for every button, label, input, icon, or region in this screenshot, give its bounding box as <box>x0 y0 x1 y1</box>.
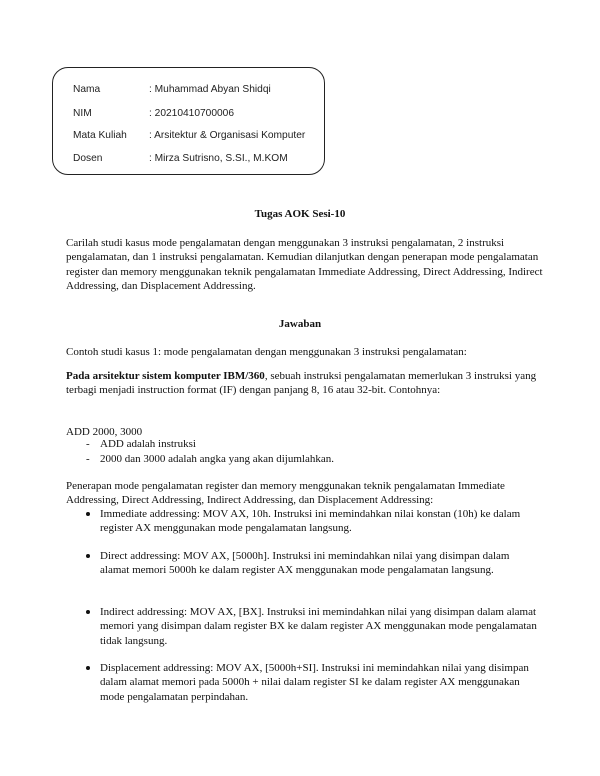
bullet-text: Indirect addressing: MOV AX, [BX]. Instruksi ini memindahkan nilai yang disimpan dalam alamat memori yang disimpan dalam register BX ke dalam register AX menggunakan mode pengalamatan tidak langsung. <box>100 606 537 647</box>
mata-kuliah-label: Mata Kuliah <box>73 130 127 141</box>
example-item-text: ADD adalah instruksi <box>100 438 196 450</box>
bullet-text: Displacement addressing: MOV AX, [5000h+SI]. Instruksi ini memindahkan nilai yang disimpan dalam alamat memori pada 5000h + nilai dalam register SI ke dalam register AX menggunakan mode pengalamatan perpindahan. <box>100 662 529 703</box>
answer-intro: Contoh studi kasus 1: mode pengalamatan dengan menggunakan 3 instruksi pengalamatan: <box>66 346 467 358</box>
example-instruction: ADD 2000, 3000 <box>66 426 143 438</box>
nim-label: NIM <box>73 108 92 119</box>
bullet-text: Direct addressing: MOV AX, [5000h]. Instruksi ini memindahkan nilai yang disimpan dalam alamat memori 5000h ke dalam register AX menggunakan mode pengalamatan langsung. <box>100 550 510 577</box>
case-study-rest: , sebuah instruksi pengalamatan memerlukan 3 instruksi yang terbagi menjadi instruction format (IF) dengan panjang 8, 16 atau 32-bit. Contohnya: <box>66 370 537 397</box>
dash-icon: - <box>86 453 90 465</box>
bullet-icon <box>86 610 90 614</box>
mata-kuliah-value: : Arsitektur & Organisasi Komputer <box>149 130 306 141</box>
dosen-value: : Mirza Sutrisno, S.SI., M.KOM <box>149 153 288 164</box>
application-intro: Penerapan mode pengalamatan register dan memory menggunakan teknik pengalamatan Immediate Addressing, Direct Addressing, Indirect Addressing, dan Displacement Addressing: <box>66 480 505 507</box>
bullet-icon <box>86 512 90 516</box>
case-study-paragraph <box>66 369 546 398</box>
nama-value: : Muhammad Abyan Shidqi <box>149 84 271 95</box>
dash-icon: - <box>86 438 90 450</box>
assignment-body: Carilah studi kasus mode pengalamatan dengan menggunakan 3 instruksi pengalamatan, 2 instruksi pengalamatan, dan 1 instruksi pengalamatan. Kemudian dilanjutkan dengan penerapan mode pengalamatan register dan memory menggunakan teknik pengalamatan Immediate Addressing, Direct Addressing, Indirect Addressing, dan Displacement Addressing. <box>66 237 543 292</box>
assignment-title: Tugas AOK Sesi-10 <box>254 208 346 220</box>
bullet-icon <box>86 554 90 558</box>
example-item-text: 2000 dan 3000 adalah angka yang akan dijumlahkan. <box>100 453 334 465</box>
student-info-box <box>52 67 325 175</box>
bullet-icon <box>86 666 90 670</box>
nama-label: Nama <box>73 84 101 95</box>
answer-title: Jawaban <box>278 318 322 330</box>
case-study-bold: Pada arsitektur sistem komputer IBM/360 <box>66 370 265 382</box>
dosen-label: Dosen <box>73 153 103 164</box>
bullet-text: Immediate addressing: MOV AX, 10h. Instruksi ini memindahkan nilai konstan (10h) ke dalam register AX menggunakan mode pengalamatan langsung. <box>100 508 521 535</box>
nim-value: : 20210410700006 <box>149 108 234 119</box>
